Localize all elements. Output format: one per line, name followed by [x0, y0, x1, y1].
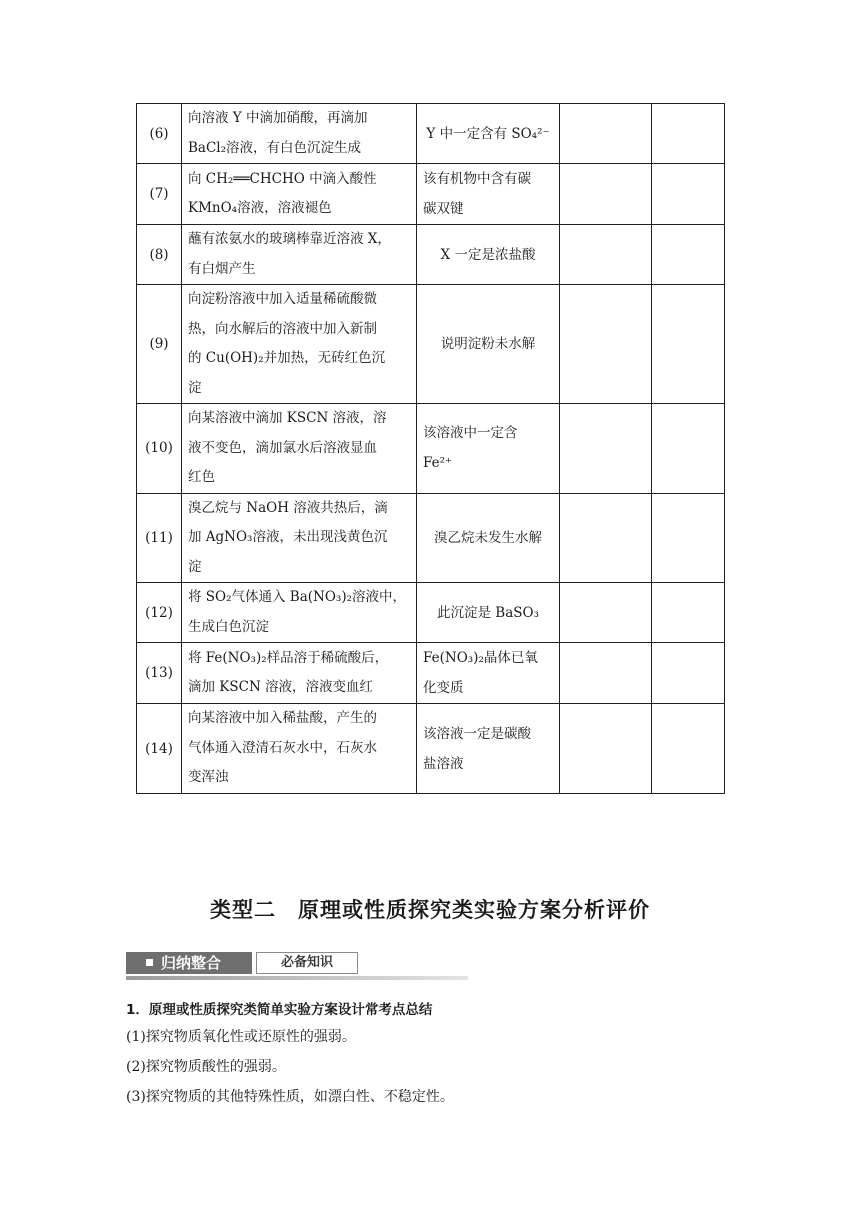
blank-cell	[652, 225, 725, 285]
blank-cell	[560, 404, 652, 494]
experiment-cell	[182, 704, 417, 794]
table-row	[137, 704, 725, 794]
experiment-line: 加 AgNO₃溶液，未出现浅黄色沉	[188, 529, 388, 545]
blank-cell	[560, 643, 652, 704]
experiment-line: BaCl₂溶液，有白色沉淀生成	[188, 139, 362, 156]
experiment-line: 向某溶液中滴加 KSCN 溶液，溶	[188, 410, 387, 426]
experiment-cell	[182, 164, 417, 225]
blank-cell	[560, 225, 652, 285]
experiment-cell	[182, 493, 417, 583]
experiment-cell	[182, 285, 417, 404]
conclusion-line: 该溶液一定是碳酸	[423, 725, 531, 742]
conclusion-line: 盐溶液	[423, 755, 464, 772]
experiment-cell	[182, 583, 417, 643]
experiment-line: 淀	[188, 558, 202, 575]
conclusion-line: Fe(NO₃)₂晶体已氧	[423, 650, 538, 666]
experiment-line: 淀	[188, 379, 202, 396]
table-row	[137, 643, 725, 704]
conclusion-cell	[417, 164, 560, 225]
row-number: (11)	[137, 493, 182, 583]
blank-cell	[560, 583, 652, 643]
experiment-line: 变浑浊	[188, 769, 229, 786]
conclusion-line: Y 中一定含有 SO₄²⁻	[426, 125, 550, 142]
experiment-line: KMnO₄溶液，溶液褪色	[188, 200, 332, 216]
banner-primary	[126, 952, 252, 974]
blank-cell	[560, 493, 652, 583]
blank-cell	[560, 104, 652, 164]
blank-cell	[560, 164, 652, 225]
row-number: (10)	[137, 404, 182, 494]
paragraph-item: (2)探究物质酸性的强弱。	[126, 1059, 286, 1075]
row-number: (6)	[137, 104, 182, 164]
blank-cell	[560, 285, 652, 404]
conclusion-line: 该溶液中一定含	[423, 425, 518, 442]
heading-point-1: 1．原理或性质探究类简单实验方案设计常考点总结	[126, 1002, 433, 1018]
paragraph-item: (1)探究物质氧化性或还原性的强弱。	[126, 1029, 356, 1045]
conclusion-cell	[417, 225, 560, 285]
blank-cell	[560, 704, 652, 794]
banner-primary-label: 归纳整合	[161, 954, 222, 972]
conclusion-line: Fe²⁺	[423, 455, 453, 472]
experiment-line: 液不变色，滴加氯水后溶液显血	[188, 439, 377, 456]
conclusion-line: 此沉淀是 BaSO₃	[437, 604, 539, 621]
experiment-line: 热，向水解后的溶液中加入新制	[188, 320, 377, 337]
blank-cell	[652, 643, 725, 704]
experiment-cell	[182, 104, 417, 164]
conclusion-cell	[417, 285, 560, 404]
conclusion-line: 化变质	[423, 680, 464, 696]
table-row	[137, 225, 725, 285]
paragraph-item: (3)探究物质的其他特殊性质，如漂白性、不稳定性。	[126, 1089, 454, 1105]
experiment-line: 向某溶液中加入稀盐酸，产生的	[188, 710, 377, 727]
conclusion-cell	[417, 493, 560, 583]
table-row	[137, 493, 725, 583]
experiment-cell	[182, 225, 417, 285]
experiment-line: 向溶液 Y 中滴加硝酸，再滴加	[188, 110, 368, 126]
banner-secondary: 必备知识	[256, 952, 358, 974]
conclusion-line: 该有机物中含有碳	[423, 171, 531, 187]
blank-cell	[652, 404, 725, 494]
experiment-cell	[182, 404, 417, 494]
row-number: (7)	[137, 164, 182, 225]
conclusion-cell	[417, 704, 560, 794]
section-banner	[126, 950, 468, 980]
experiment-line: 将 SO₂气体通入 Ba(NO₃)₂溶液中，	[188, 589, 407, 605]
blank-cell	[652, 583, 725, 643]
table-row	[137, 104, 725, 164]
experiment-cell	[182, 643, 417, 704]
experiment-line: 红色	[188, 469, 215, 485]
blank-cell	[652, 493, 725, 583]
table-row	[137, 404, 725, 494]
experiment-line: 向淀粉溶液中加入适量稀硫酸微	[188, 291, 377, 307]
conclusion-cell	[417, 643, 560, 704]
experiment-line: 滴加 KSCN 溶液，溶液变血红	[188, 679, 374, 695]
section-title: 类型二 原理或性质探究类实验方案分析评价	[210, 898, 650, 922]
conclusion-cell	[417, 404, 560, 494]
experiment-line: 生成白色沉淀	[188, 618, 269, 635]
table-row	[137, 285, 725, 404]
banner-stripe	[126, 976, 468, 980]
conclusion-line: X 一定是浓盐酸	[440, 246, 536, 263]
row-number: (8)	[137, 225, 182, 285]
row-number: (9)	[137, 285, 182, 404]
experiment-line: 将 Fe(NO₃)₂样品溶于稀硫酸后，	[188, 649, 389, 666]
table-row	[137, 583, 725, 643]
experiment-table	[136, 103, 725, 794]
experiment-line: 溴乙烷与 NaOH 溶液共热后，滴	[188, 499, 388, 516]
table-row	[137, 164, 725, 225]
experiment-line: 气体通入澄清石灰水中，石灰水	[188, 739, 377, 756]
blank-cell	[652, 164, 725, 225]
experiment-line: 有白烟产生	[188, 260, 256, 277]
conclusion-line: 溴乙烷未发生水解	[434, 529, 542, 546]
blank-cell	[652, 285, 725, 404]
conclusion-cell	[417, 583, 560, 643]
experiment-line: 的 Cu(OH)₂并加热，无砖红色沉	[188, 350, 386, 366]
conclusion-line: 说明淀粉未水解	[440, 336, 536, 352]
conclusion-line: 碳双键	[423, 201, 464, 217]
row-number: (12)	[137, 583, 182, 643]
row-number: (14)	[137, 704, 182, 794]
row-number: (13)	[137, 643, 182, 704]
square-icon	[146, 959, 153, 966]
blank-cell	[652, 704, 725, 794]
experiment-line: 向 CH₂══CHCHO 中滴入酸性	[188, 170, 377, 187]
blank-cell	[652, 104, 725, 164]
experiment-line: 蘸有浓氨水的玻璃棒靠近溶液 X，	[188, 231, 391, 247]
conclusion-cell	[417, 104, 560, 164]
